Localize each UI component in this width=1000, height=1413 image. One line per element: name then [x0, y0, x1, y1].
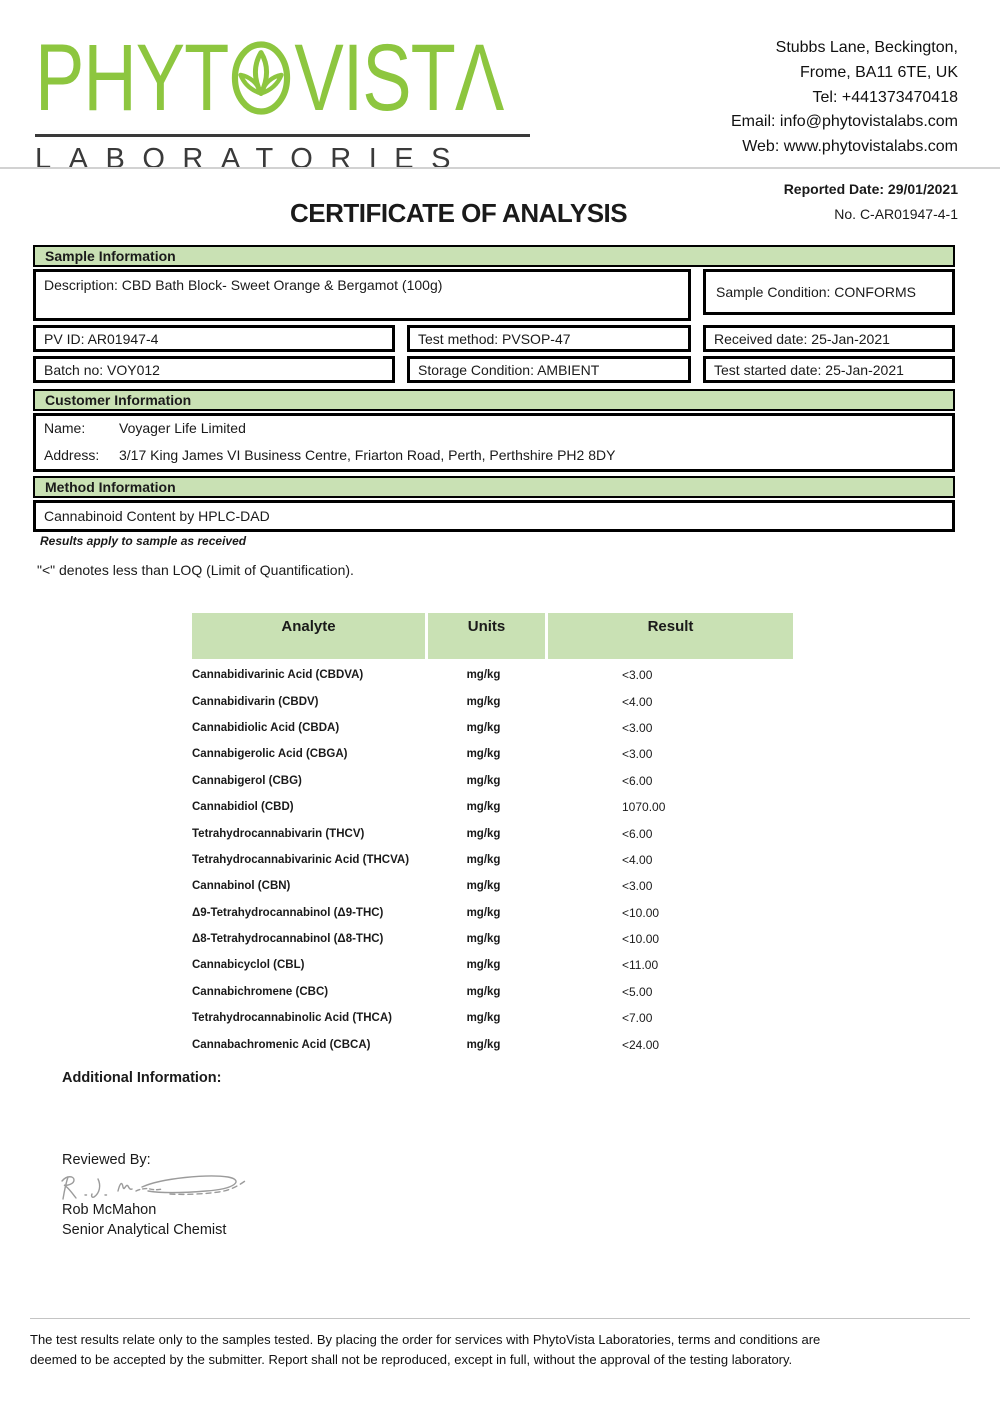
analyte-cell: Cannabidiol (CBD): [192, 801, 294, 814]
results-table-body: [192, 662, 793, 1058]
units-cell: mg/kg: [466, 669, 501, 682]
units-cell: mg/kg: [466, 721, 501, 734]
analyte-cell: Cannabidiolic Acid (CBDA): [192, 721, 340, 734]
reported-date: Reported Date: 29/01/2021: [783, 181, 958, 197]
analyte-cell: Tetrahydrocannabinolic Acid (THCA): [192, 1012, 392, 1025]
units-cell: mg/kg: [466, 695, 501, 708]
analyte-cell: Cannabinol (CBN): [192, 880, 291, 893]
customer-name-line: [44, 420, 944, 436]
units-cell: mg/kg: [466, 827, 501, 840]
table-row: [192, 952, 793, 978]
batch-row: [33, 356, 955, 383]
table-row: [192, 900, 793, 926]
sample-condition-cell: Sample Condition: CONFORMS: [703, 269, 955, 315]
customer-information-header: Customer Information: [33, 389, 955, 411]
units-cell: mg/kg: [466, 774, 501, 787]
customer-name-label: Name:: [44, 420, 86, 436]
results-table-header: [192, 613, 793, 659]
footer-line2: deemed to be accepted by the submitter. Report shall not be reproduced, except in full, without the approval of the testing laboratory.: [30, 1352, 793, 1368]
table-row: [192, 794, 793, 820]
test-method-cell: Test method: PVSOP-47: [407, 325, 691, 352]
table-row: [192, 820, 793, 846]
result-cell: 1070.00: [622, 800, 666, 815]
table-row: [192, 847, 793, 873]
reviewer-title: Senior Analytical Chemist: [62, 1222, 227, 1238]
results-note: Results apply to sample as received: [40, 534, 247, 548]
description-row: [33, 269, 955, 321]
analyte-cell: Cannabidivarin (CBDV): [192, 695, 319, 708]
result-cell: <11.00: [622, 958, 659, 973]
units-cell: mg/kg: [466, 1038, 501, 1051]
units-cell: mg/kg: [466, 748, 501, 761]
units-cell: mg/kg: [466, 985, 501, 998]
method-information-header: Method Information: [33, 476, 955, 498]
result-cell: <4.00: [622, 852, 653, 867]
storage-condition-cell: Storage Condition: AMBIENT: [407, 356, 691, 383]
units-column-header: Units: [428, 613, 545, 659]
contact-address-line1: Stubbs Lane, Beckington,: [775, 39, 958, 56]
result-cell: <10.00: [622, 932, 660, 947]
customer-address-value: 3/17 King James VI Business Centre, Friarton Road, Perth, Perthshire PH2 8DY: [119, 447, 616, 463]
table-row: [192, 741, 793, 767]
table-row: [192, 979, 793, 1005]
table-row: [192, 768, 793, 794]
results-table: [192, 613, 793, 1058]
table-row: [192, 873, 793, 899]
analyte-cell: Cannabachromenic Acid (CBCA): [192, 1038, 371, 1051]
analyte-cell: Tetrahydrocannabivarinic Acid (THCVA): [192, 853, 410, 866]
units-cell: mg/kg: [466, 880, 501, 893]
result-cell: <3.00: [622, 720, 653, 735]
sample-ids-row: [33, 325, 955, 352]
lab-contact-block: [731, 36, 958, 160]
result-column-header: Result: [548, 613, 793, 659]
table-row: [192, 926, 793, 952]
table-row: [192, 1031, 793, 1057]
table-row: [192, 715, 793, 741]
table-row: [192, 688, 793, 714]
leaf-icon: [230, 37, 292, 119]
units-cell: mg/kg: [466, 959, 501, 972]
units-cell: mg/kg: [466, 853, 501, 866]
analyte-cell: Cannabigerol (CBG): [192, 774, 302, 787]
reviewer-name: Rob McMahon: [62, 1202, 157, 1218]
test-started-cell: Test started date: 25-Jan-2021: [703, 356, 955, 383]
batch-no-cell: Batch no: VOY012: [33, 356, 395, 383]
page-title: CERTIFICATE OF ANALYSIS: [290, 198, 628, 228]
result-cell: <3.00: [622, 747, 653, 762]
footer-line1: The test results relate only to the samples tested. By placing the order for services with PhytoVista Laboratories, terms and conditions are: [30, 1332, 821, 1347]
contact-web: Web: www.phytovistalabs.com: [742, 138, 958, 156]
analyte-cell: Cannabigerolic Acid (CBGA): [192, 748, 348, 761]
footer-disclaimer: [30, 1318, 970, 1370]
brand-text-right: VISTΛ: [294, 24, 504, 131]
analyte-cell: Tetrahydrocannabivarin (THCV): [192, 827, 365, 840]
customer-box: [33, 413, 955, 472]
result-cell: <10.00: [622, 905, 660, 920]
brand-text-left: PHYT: [35, 24, 229, 131]
info-box: [33, 245, 955, 532]
result-cell: <5.00: [622, 984, 653, 999]
analyte-cell: Δ9-Tetrahydrocannabinol (Δ9-THC): [192, 906, 384, 919]
result-cell: <7.00: [622, 1011, 653, 1026]
loq-note: "<" denotes less than LOQ (Limit of Quantification).: [37, 562, 354, 578]
method-box: Cannabinoid Content by HPLC-DAD: [33, 500, 955, 532]
analyte-cell: Cannabicyclol (CBL): [192, 959, 305, 972]
result-cell: <6.00: [622, 773, 653, 788]
customer-name-value: Voyager Life Limited: [119, 420, 246, 436]
analyte-cell: Δ8-Tetrahydrocannabinol (Δ8-THC): [192, 933, 384, 946]
certificate-number: No. C-AR01947-4-1: [834, 206, 958, 222]
analyte-cell: Cannabidivarinic Acid (CBDVA): [192, 669, 364, 682]
units-cell: mg/kg: [466, 906, 501, 919]
sample-description-cell: Description: CBD Bath Block- Sweet Orange & Bergamot (100g): [33, 269, 691, 321]
brand-subtitle: LABORATORIES: [35, 143, 468, 175]
result-cell: <4.00: [622, 694, 653, 709]
sample-information-header: Sample Information: [33, 245, 955, 267]
contact-email: Email: info@phytovistalabs.com: [731, 113, 958, 131]
pv-id-cell: PV ID: AR01947-4: [33, 325, 395, 352]
table-row: [192, 1005, 793, 1031]
analyte-cell: Cannabichromene (CBC): [192, 985, 329, 998]
reviewed-by-label: Reviewed By:: [62, 1152, 151, 1168]
units-cell: mg/kg: [466, 801, 501, 814]
header-rule: [0, 167, 1000, 169]
brand-divider-line: [35, 134, 530, 137]
brand-wordmark: [35, 26, 530, 130]
result-cell: <24.00: [622, 1037, 660, 1052]
result-cell: <6.00: [622, 826, 653, 841]
contact-address-line2: Frome, BA11 6TE, UK: [800, 63, 958, 81]
received-date-cell: Received date: 25-Jan-2021: [703, 325, 955, 352]
additional-information-label: Additional Information:: [62, 1070, 222, 1086]
units-cell: mg/kg: [466, 933, 501, 946]
contact-phone: Tel: +441373470418: [812, 88, 958, 106]
analyte-column-header: Analyte: [192, 613, 425, 659]
company-logo: [35, 26, 530, 176]
result-cell: <3.00: [622, 668, 653, 683]
units-cell: mg/kg: [466, 1012, 501, 1025]
result-cell: <3.00: [622, 879, 653, 894]
customer-address-label: Address:: [44, 447, 100, 463]
customer-address-line: [44, 447, 944, 463]
signature-scrawl: [58, 1168, 248, 1206]
table-row: [192, 662, 793, 688]
